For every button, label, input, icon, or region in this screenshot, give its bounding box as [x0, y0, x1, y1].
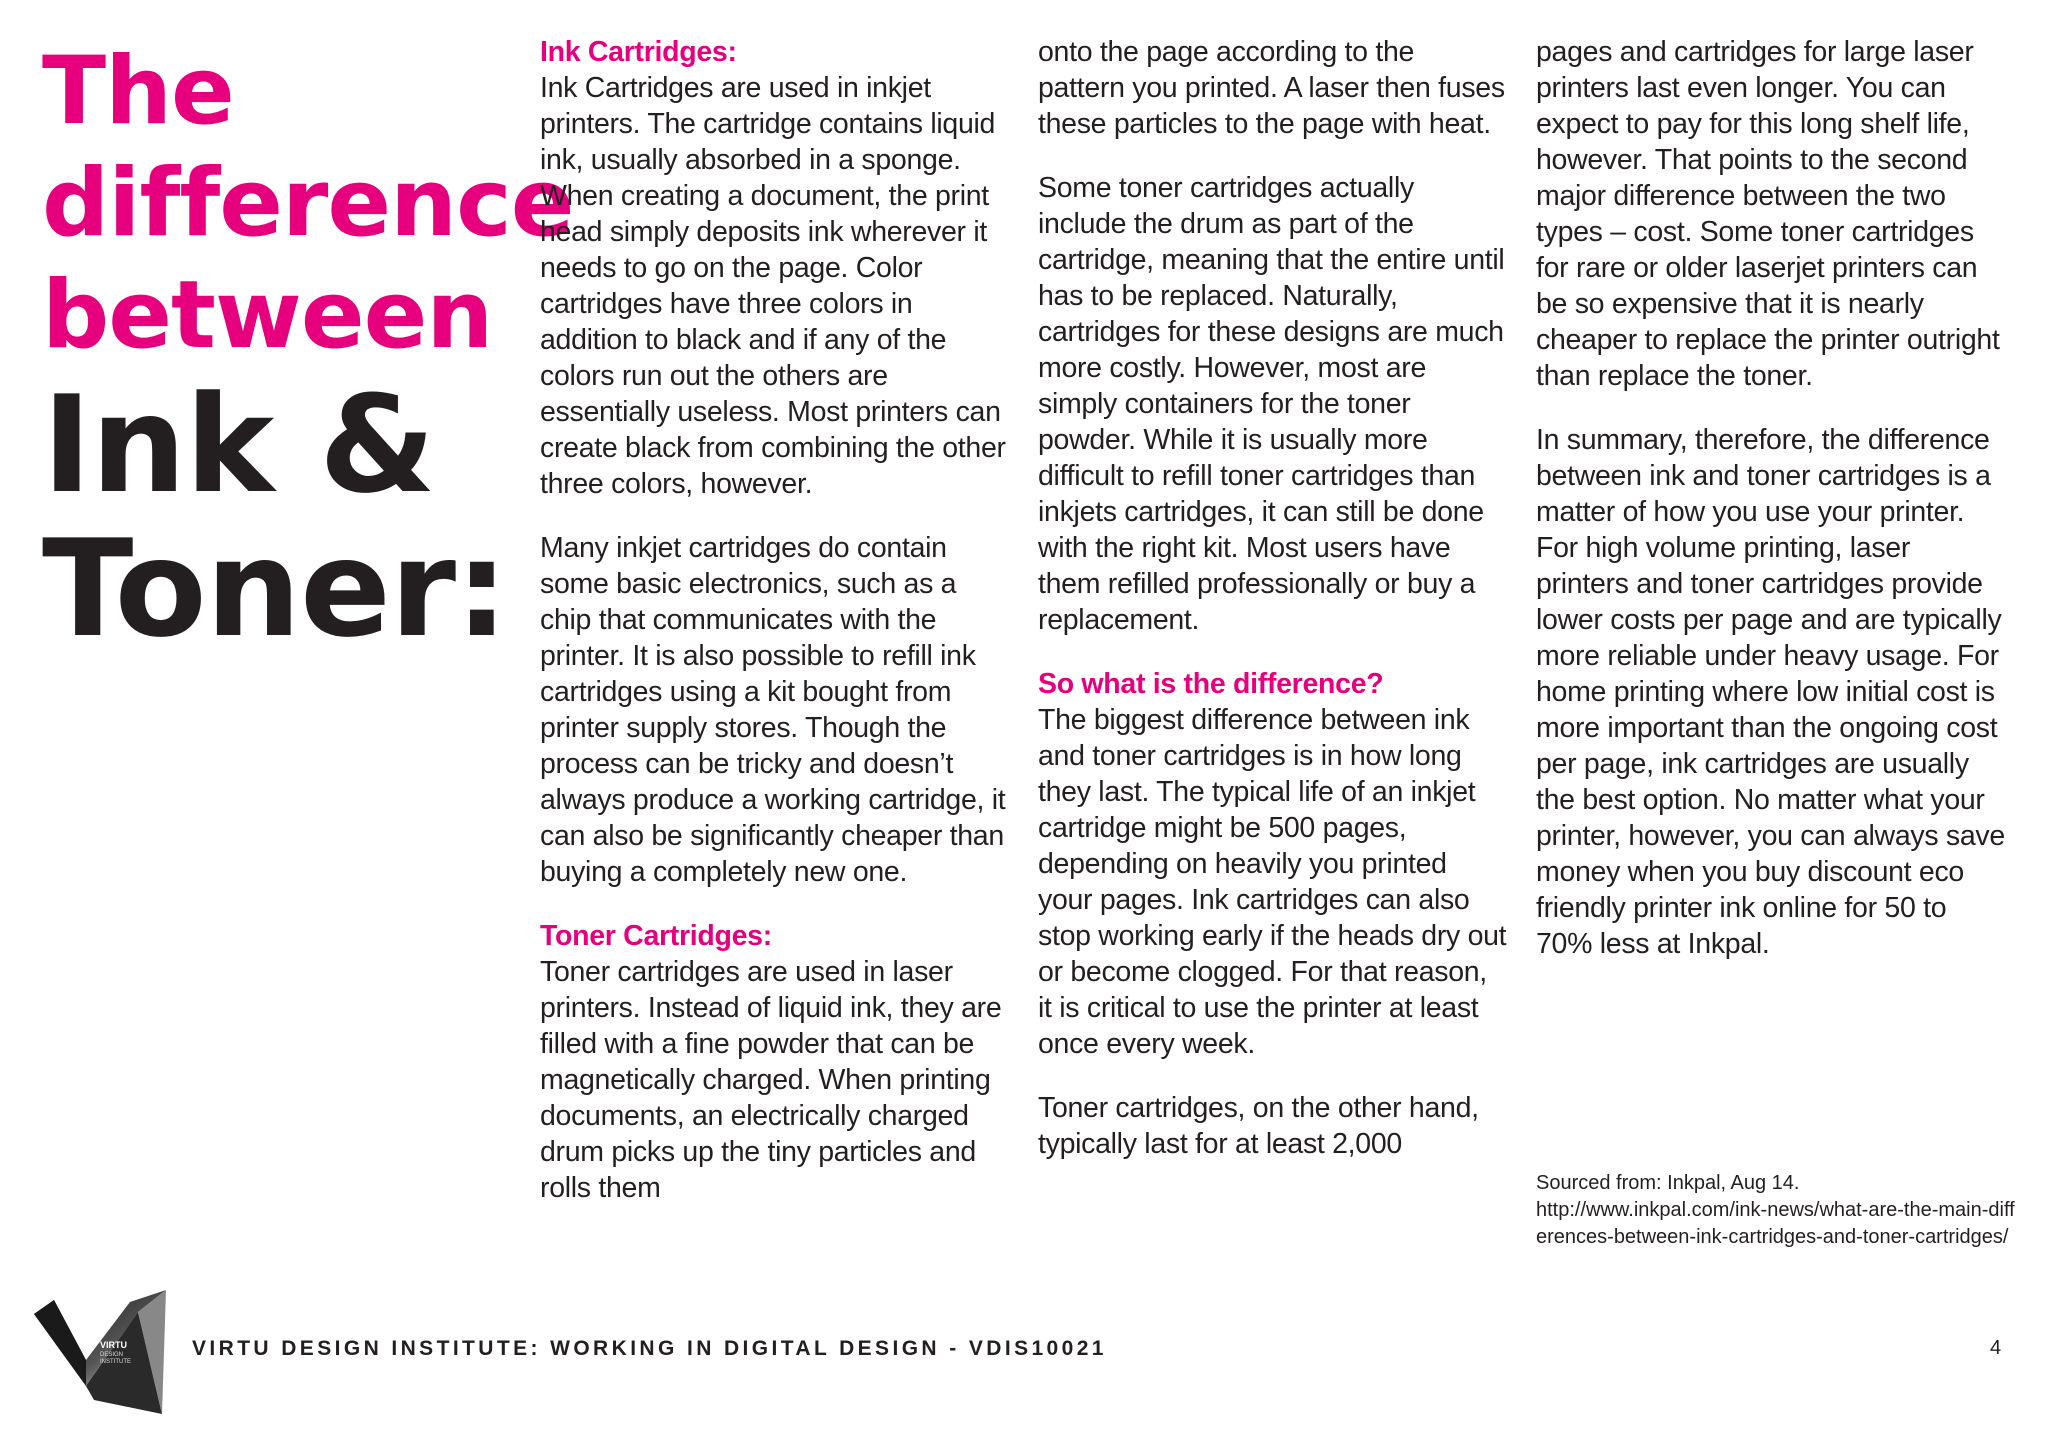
paragraph: Many inkjet cartridges do contain some basic electronics, such as a chip that communicates with the printer. It is also possible to refill ink cartridges using a kit bought from printer supply stores. Though the process can be tricky and doesn’t always produce a working cartridge, it can also be significantly cheaper than buying a completely new one. — [540, 532, 1006, 888]
logo-text: VIRTU — [100, 1340, 127, 1350]
title-line: between — [42, 261, 493, 370]
virtu-logo — [34, 1290, 174, 1414]
section-heading-toner: Toner Cartridges: — [540, 920, 772, 952]
title-line: The — [42, 37, 234, 146]
column-3 — [1536, 34, 2006, 990]
title-line: Toner: — [42, 511, 508, 667]
paragraph: onto the page according to the pattern you printed. A laser then fuses these particles to the page with heat. — [1038, 36, 1505, 140]
section-heading-difference: So what is the difference? — [1038, 668, 1384, 700]
page-number: 4 — [1990, 1337, 2002, 1359]
paragraph: pages and cartridges for large laser printers last even longer. You can expect to pay for this long shelf life, however. That points to the second major difference between the two types – cost. Some toner cartridges for rare or older laserjet printers can be so expensive that it is nearly cheaper to replace the printer outright than replace the toner. — [1536, 36, 2000, 392]
section-heading-ink: Ink Cartridges: — [540, 36, 737, 68]
source-citation — [1536, 1170, 2016, 1251]
logo-text: INSTITUTE — [100, 1359, 131, 1365]
column-1 — [540, 34, 1010, 1206]
paragraph: The biggest difference between ink and toner cartridges is in how long they last. The typical life of an inkjet cartridge might be 500 pages, depending on heavily you printed your pages. Ink cartridges can also stop working early if the heads dry out or become clogged. For that reason, it is critical to use the printer at least once every week. — [1038, 704, 1507, 1060]
paragraph: Some toner cartridges actually include the drum as part of the cartridge, meaning that the entire until has to be replaced. Naturally, cartridges for these designs are much more costly. However, most are simply containers for the toner powder. While it is usually more difficult to refill toner cartridges than inkjets cartridges, it can still be done with the right kit. Most users have them refilled professionally or buy a replacement. — [1038, 172, 1505, 636]
title-line: Ink & — [42, 367, 435, 523]
logo-text: DESIGN — [100, 1352, 124, 1358]
paragraph: In summary, therefore, the difference between ink and toner cartridges is a matter of how you use your printer. For high volume printing, laser printers and toner cartridges provide lower costs per page and are typically more reliable under heavy usage. For home printing where low initial cost is more important than the ongoing cost per page, ink cartridges are usually the best option. No matter what your printer, however, you can always save money when you buy discount eco friendly printer ink online for 50 to 70% less at Inkpal. — [1536, 424, 2005, 960]
footer-course-title: VIRTU DESIGN INSTITUTE: WORKING IN DIGITAL DESIGN - VDIS10021 — [192, 1337, 1107, 1360]
source-line: Sourced from: Inkpal, Aug 14. — [1536, 1172, 1800, 1194]
source-url: http://www.inkpal.com/ink-news/what-are-the-main-differences-between-ink-cartridges-and-toner-cartridges/ — [1536, 1199, 2015, 1248]
title-line: difference — [42, 149, 574, 258]
page-title — [42, 36, 574, 667]
column-2 — [1038, 34, 1508, 1162]
paragraph: Ink Cartridges are used in inkjet printers. The cartridge contains liquid ink, usually absorbed in a sponge. When creating a document, the print head simply deposits ink wherever it needs to go on the page. Color cartridges have three colors in addition to black and if any of the colors run out the others are essentially useless. Most printers can create black from combining the other three colors, however. — [540, 72, 1006, 500]
paragraph: Toner cartridges are used in laser printers. Instead of liquid ink, they are filled with a fine powder that can be magnetically charged. When printing documents, an electrically charged drum picks up the tiny particles and rolls them — [540, 956, 1002, 1204]
paragraph: Toner cartridges, on the other hand, typically last for at least 2,000 — [1038, 1092, 1479, 1160]
